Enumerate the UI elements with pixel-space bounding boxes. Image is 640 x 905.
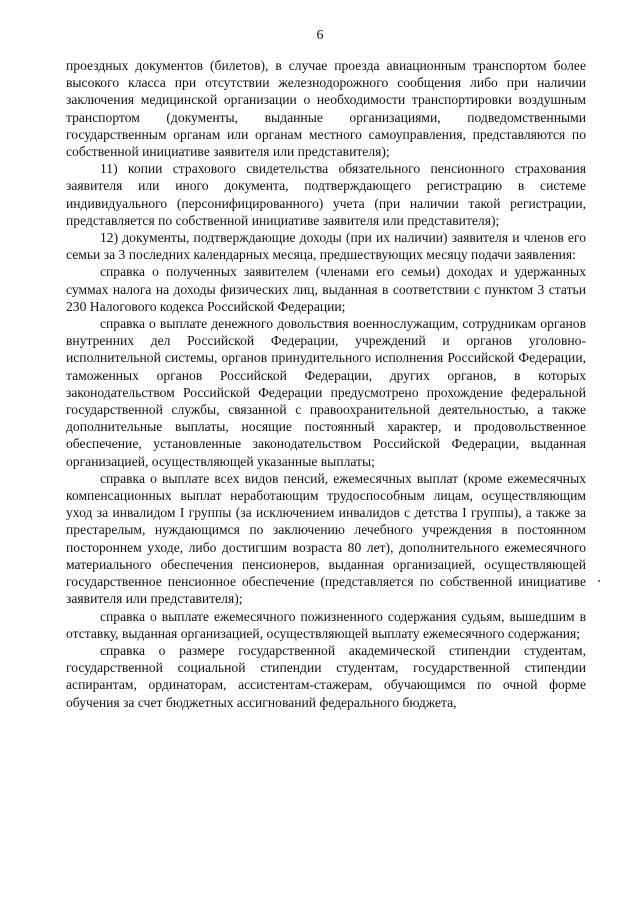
paragraph-scholarships: справка о размере государственной академической стипендии студентам, государственной социальной стипендии студентам, государственной стипендии аспирантам, ординаторам, ассистентам-стажерам, обучающимся по очной форме обучения за счет бюджетных ассигнований федерального бюджета, bbox=[66, 642, 586, 710]
paragraph-item-11: 11) копии страхового свидетельства обязательного пенсионного страхования заявителя или иного документа, подтверждающего регистрацию в системе индивидуального (персонифицированного) учета (при наличии такой регистрации, представляется по собственной инициативе заявителя или представителя); bbox=[66, 161, 586, 228]
paragraph-item-12: 12) документы, подтверждающие доходы (при их наличии) заявителя и членов его семьи за 3 последних календарных месяца, предшествующих месяцу подачи заявления: bbox=[66, 230, 586, 263]
paragraph-continuation: проездных документов (билетов), в случае проезда авиационным транспортом более высокого класса при отсутствии железнодорожного сообщения либо при наличии заключения медицинской организации о необходимости транспортировки воздушным транспортом (документы, выданные организациями, подведомственными государственным органам или органам местного самоуправления, представляются по собственной инициативе заявителя или представителя); bbox=[66, 58, 586, 160]
paragraph-income-certificate: справка о полученных заявителем (членами его семьи) доходах и удержанных суммах налога на доходы физических лиц, выданная в соответствии с пунктом 3 статьи 230 Налогового кодекса Российской Федерации; bbox=[66, 264, 586, 314]
scan-speck bbox=[598, 580, 600, 582]
document-body bbox=[66, 57, 586, 711]
page-number: 6 bbox=[316, 28, 324, 43]
paragraph-pensions: справка о выплате всех видов пенсий, ежемесячных выплат (кроме ежемесячных компенсационных выплат неработающим трудоспособным лицам, осуществляющим уход за инвалидом I группы (за исключением инвалидов с детства I группы), а также за престарелым, нуждающимся по заключению лечебного учреждения в постоянном постороннем уходе, либо достигшим возраста 80 лет), дополнительного ежемесячного материального обеспечения пенсионеров, выданная организацией, осуществляющей государственное пенсионное обеспечение (представляется по собственной инициативе заявителя или представителя); bbox=[66, 470, 586, 607]
paragraph-judges-support: справка о выплате ежемесячного пожизненного содержания судьям, вышедшим в отставку, выданная организацией, осуществляющей выплату ежемесячного содержания; bbox=[66, 608, 586, 641]
paragraph-military-allowance: справка о выплате денежного довольствия военнослужащим, сотрудникам органов внутренних дел Российской Федерации, учреждений и органов уголовно-исполнительной системы, органов принудительного исполнения Российской Федерации, таможенных органов Российской Федерации, других органов, в которых законодательством Российской Федерации предусмотрено прохождение федеральной государственной службы, связанной с правоохранительной деятельностью, а также дополнительные выплаты, носящие постоянный характер, и продовольственное обеспечение, установленные законодательством Российской Федерации, выданная организацией, осуществляющей указанные выплаты; bbox=[66, 316, 586, 469]
